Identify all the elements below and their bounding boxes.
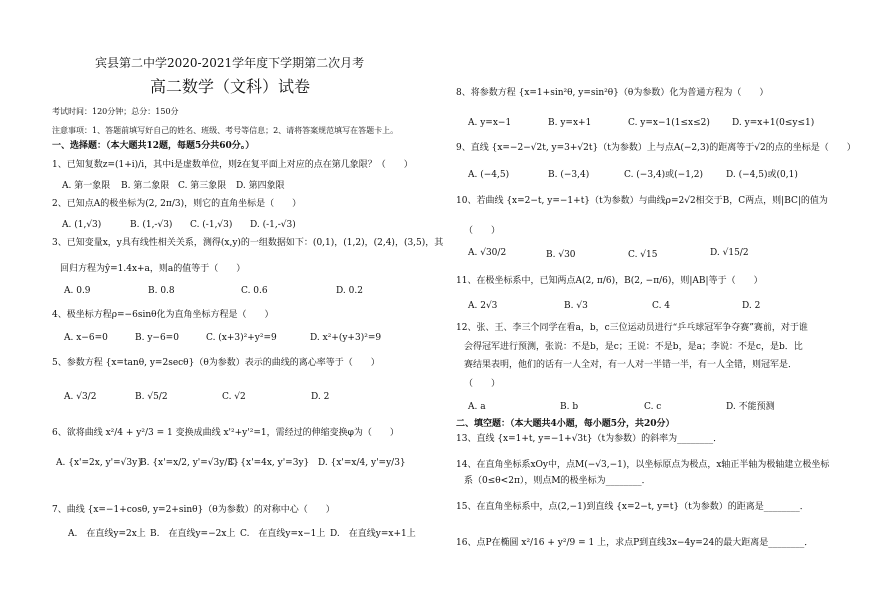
q2-option-a: A. (1,√3) <box>62 220 102 230</box>
q4-option-b: B. y−6=0 <box>135 333 179 343</box>
section-choice: 一、选择题：（本大题共12题，每题5分共60分。） <box>52 141 255 151</box>
q12-option-d: D. 不能预测 <box>726 402 775 412</box>
q9-option-d: D. (−4,5)或(0,1) <box>726 170 798 180</box>
q6-option-b: B. {x'=x/2, y'=√3y/3} <box>140 458 239 468</box>
question-10: 10、若曲线 {x=2−t, y=−1+t}（t为参数）与曲线ρ=2√2相交于B，C两点，则|BC|的值为 <box>456 196 828 206</box>
exam-notice: 注意事项：1、答题前填写好自己的姓名、班级、考号等信息；2、请将答案规范填写在答题卡上。 <box>52 126 399 135</box>
question-11: 11、在极坐标系中，已知两点A(2, π/6)，B(2, −π/6)，则|AB|等于（ ） <box>456 276 763 286</box>
question-9: 9、直线 {x=−2−√2t, y=3+√2t}（t为参数）上与点A(−2,3)的距离等于√2的点的坐标是（ ） <box>456 143 856 153</box>
question-12-line4: （ ） <box>464 379 501 389</box>
question-14: 14、在直角坐标系xOy中，点M(−√3,−1)，以坐标原点为极点，x轴正半轴为极轴建立极坐标 <box>456 460 830 470</box>
q10-option-d: D. √15/2 <box>710 248 749 258</box>
question-7: 7、曲线 {x=−1+cosθ, y=2+sinθ}（θ为参数）的对称中心（ ） <box>52 505 335 515</box>
question-16: 16、点P在椭圆 x²/16 + y²/9 = 1 上，求点P到直线3x−4y=24的最大距离是________． <box>456 538 814 548</box>
q2-option-c: C. (-1,√3) <box>190 220 233 230</box>
q3-option-c: C. 0.6 <box>241 286 268 296</box>
q12-option-c: C. c <box>644 402 662 412</box>
q1-option-c: C. 第三象限 <box>178 181 227 191</box>
question-3: 3、已知变量x，y具有线性相关关系，测得(x,y)的一组数据如下：(0,1)，(1,2)，(2,4)，(3,5)，其 <box>52 238 444 248</box>
question-3-cont: 回归方程为ŷ=1.4x+a，则a的值等于（ ） <box>60 264 246 274</box>
q11-option-d: D. 2 <box>742 301 761 311</box>
q7-option-a: A. 在直线y=2x上 <box>68 529 146 539</box>
q8-option-b: B. y=x+1 <box>548 118 592 128</box>
q6-option-d: D. {x'=x/4, y'=y/3} <box>318 458 406 468</box>
q7-option-d: D. 在直线y=x+1上 <box>330 529 416 539</box>
question-1: 1、已知复数z=(1+i)/i，其中i是虚数单位，则z̄在复平面上对应的点在第几象限？（ ） <box>52 160 413 170</box>
q11-option-a: A. 2√3 <box>468 301 498 311</box>
q2-option-b: B. (1,-√3) <box>130 220 173 230</box>
q7-option-c: C. 在直线y=x−1上 <box>240 529 326 539</box>
question-10-cont: （ ） <box>464 226 501 236</box>
q12-option-b: B. b <box>560 402 579 412</box>
question-2: 2、已知点A的极坐标为(2, 2π/3)，则它的直角坐标是（ ） <box>52 199 302 209</box>
question-12: 12、张、王、李三个同学在看a，b，c三位运动员进行“乒乓球冠军争夺赛”赛前，对于谁 <box>456 323 808 333</box>
q11-option-b: B. √3 <box>564 301 588 311</box>
q7-option-b: B. 在直线y=−2x上 <box>150 529 236 539</box>
q2-option-d: D. (-1,-√3) <box>250 220 296 230</box>
q9-option-b: B. (−3,4) <box>548 170 590 180</box>
question-15: 15、在直角坐标系中，点(2,−1)到直线 {x=2−t, y=t}（t为参数）的距离是________． <box>456 502 809 512</box>
question-12-line3: 赛结果表明，他们的话有一人全对，有一人对一半错一半，有一人全错，则冠军是． <box>464 360 798 370</box>
q5-option-b: B. √5/2 <box>135 392 168 402</box>
q5-option-c: C. √2 <box>222 392 246 402</box>
q3-option-d: D. 0.2 <box>336 286 363 296</box>
q1-option-a: A. 第一象限 <box>62 181 111 191</box>
right-column <box>440 0 870 614</box>
q1-option-d: D. 第四象限 <box>236 181 285 191</box>
q6-option-a: A. {x'=2x, y'=√3y} <box>56 458 143 468</box>
q8-option-c: C. y=x−1(1≤x≤2) <box>628 118 710 128</box>
question-14-cont: 系（0≤θ<2π），则点M的极坐标为________． <box>464 476 651 486</box>
question-13: 13、直线 {x=1+t, y=−1+√3t}（t为参数）的斜率为________． <box>456 434 723 444</box>
section-fill: 二、填空题：（本大题共4小题，每小题5分，共20分） <box>456 419 675 429</box>
q10-option-c: C. √15 <box>628 250 658 260</box>
q4-option-d: D. x²+(y+3)²=9 <box>310 333 382 343</box>
q4-option-a: A. x−6=0 <box>64 333 108 343</box>
q5-option-a: A. √3/2 <box>64 392 97 402</box>
q10-option-a: A. √30/2 <box>468 248 507 258</box>
q6-option-c: C. {x'=4x, y'=3y} <box>228 458 310 468</box>
q10-option-b: B. √30 <box>546 250 576 260</box>
q9-option-a: A. (−4,5) <box>468 170 510 180</box>
q1-option-b: B. 第二象限 <box>121 181 170 191</box>
q8-option-d: D. y=x+1(0≤y≤1) <box>732 118 815 128</box>
q5-option-d: D. 2 <box>311 392 330 402</box>
q3-option-a: A. 0.9 <box>64 286 91 296</box>
exam-subtitle: 高二数学（文科）试卷 <box>150 77 311 96</box>
question-6: 6、欲将曲线 x²/4 + y²/3 = 1 变换成曲线 x'²+y'²=1，需经过的伸缩变换φ为（ ） <box>52 428 399 438</box>
question-4: 4、极坐标方程ρ=−6sinθ化为直角坐标方程是（ ） <box>52 310 274 320</box>
question-5: 5、参数方程 {x=tanθ, y=2secθ}（θ为参数）表示的曲线的离心率等于（ ） <box>52 358 380 368</box>
q12-option-a: A. a <box>468 402 486 412</box>
q11-option-c: C. 4 <box>652 301 671 311</box>
question-8: 8、将参数方程 {x=1+sin²θ, y=sin²θ}（θ为参数）化为普通方程为（ ） <box>456 88 769 98</box>
exam-meta: 考试时间：120分钟；总分：150分 <box>52 107 179 116</box>
q8-option-a: A. y=x−1 <box>468 118 512 128</box>
q3-option-b: B. 0.8 <box>148 286 175 296</box>
exam-title: 宾县第二中学2020-2021学年度下学期第二次月考 <box>95 56 365 70</box>
q4-option-c: C. (x+3)²+y²=9 <box>206 333 277 343</box>
question-12-line2: 会得冠军进行预测，张说：不是b，是c；王说：不是b，是a；李说：不是c，是b．比 <box>464 342 803 352</box>
q9-option-c: C. (−3,4)或(−1,2) <box>624 170 704 180</box>
